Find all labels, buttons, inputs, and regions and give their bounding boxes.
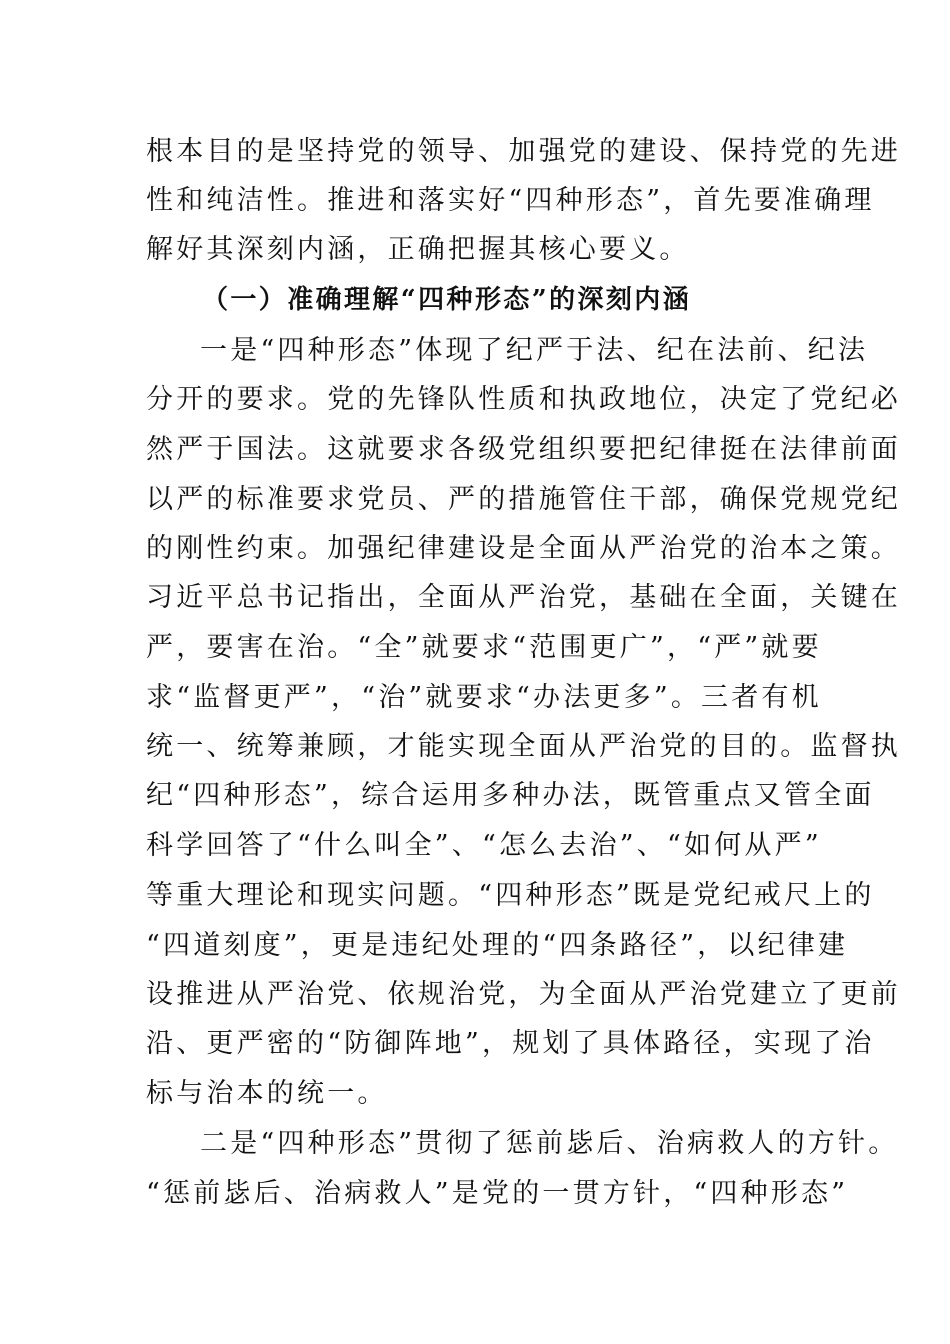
paragraph-line: “四道刻度”，更是违纪处理的“四条路径”，以纪律建 (146, 930, 849, 961)
paragraph-line: 的刚性约束。加强纪律建设是全面从严治党的治本之策。 (146, 533, 901, 564)
paragraph-line: 严，要害在治。“全”就要求“范围更广”，“严”就要 (146, 632, 822, 663)
paragraph-line: 等重大理论和现实问题。“四种形态”既是党纪戒尺上的 (146, 880, 875, 911)
paragraph-line: 设推进从严治党、依规治党，为全面从严治党建立了更前 (146, 979, 901, 1010)
paragraph-line: 标与治本的统一。 (146, 1078, 388, 1109)
paragraph-line: 然严于国法。这就要求各级党组织要把纪律挺在法律前面 (146, 434, 901, 465)
paragraph-line: 统一、统筹兼顾，才能实现全面从严治党的目的。监督执 (146, 731, 901, 762)
paragraph-line: 习近平总书记指出，全面从严治党，基础在全面，关键在 (146, 582, 901, 613)
paragraph-line: 二是“四种形态”贯彻了惩前毖后、治病救人的方针。 (200, 1128, 899, 1159)
paragraph-line: 根本目的是坚持党的领导、加强党的建设、保持党的先进 (146, 136, 901, 167)
paragraph-line: 性和纯洁性。推进和落实好“四种形态”，首先要准确理 (146, 185, 875, 216)
paragraph-line: 纪“四种形态”，综合运用多种办法，既管重点又管全面 (146, 780, 875, 811)
paragraph-line: 求“监督更严”，“治”就要求“办法更多”。三者有机 (146, 682, 822, 713)
paragraph-line: 分开的要求。党的先锋队性质和执政地位，决定了党纪必 (146, 384, 901, 415)
paragraph-line: 一是“四种形态”体现了纪严于法、纪在法前、纪法 (200, 335, 869, 366)
paragraph-line: 科学回答了“什么叫全”、“怎么去治”、“如何从严” (146, 830, 822, 861)
paragraph-line: 沿、更严密的“防御阵地”，规划了具体路径，实现了治 (146, 1028, 875, 1059)
section-heading: （一）准确理解“四种形态”的深刻内涵 (202, 285, 692, 315)
paragraph-line: “惩前毖后、治病救人”是党的一贯方针，“四种形态” (146, 1178, 849, 1209)
paragraph-line: 以严的标准要求党员、严的措施管住干部，确保党规党纪 (146, 484, 901, 515)
paragraph-line: 解好其深刻内涵，正确把握其核心要义。 (146, 234, 690, 265)
